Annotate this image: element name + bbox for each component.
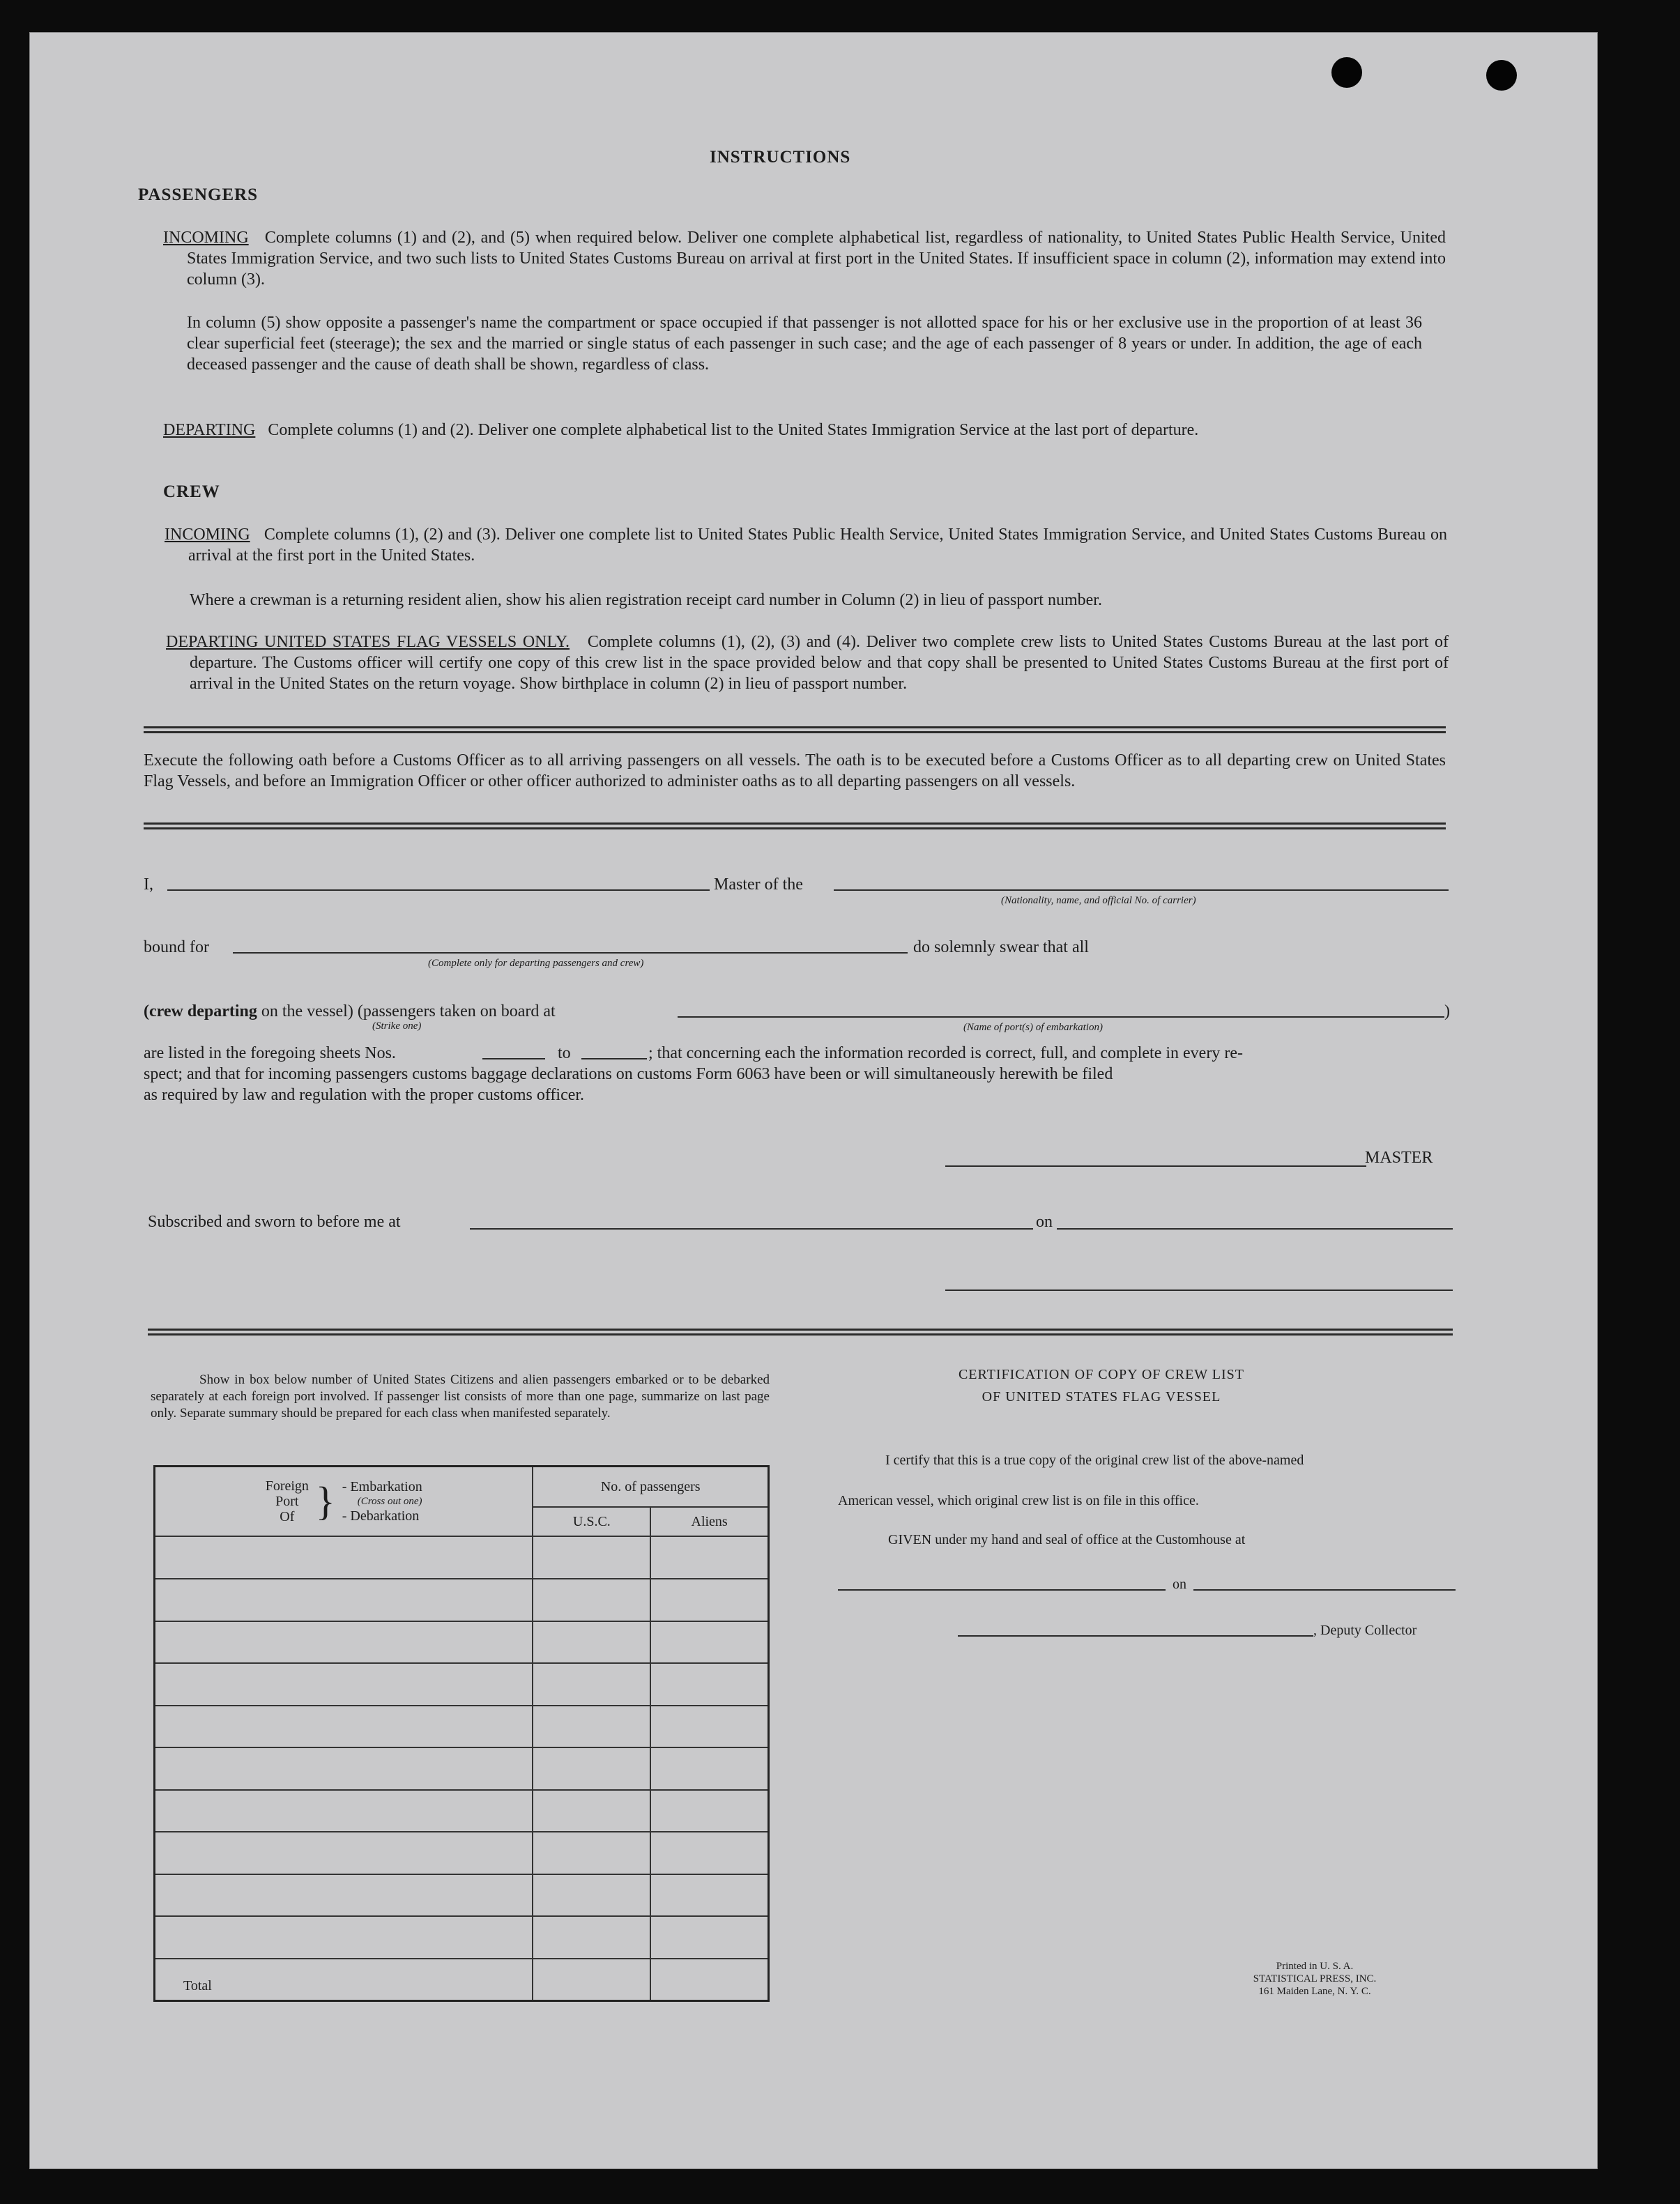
- port-label: Port: [275, 1494, 299, 1510]
- column5-paragraph: In column (5) show opposite a passenger's name the compartment or space occupied if that passenger is not allotted space for his or her exclusive use in the proportion of at least 36 clear superficial feet (steerage); the sex and the married or single status of each passenger in such case; and the age of each passenger of 8 years or under. In addition, the age of each deceased passenger and the cause of death shall be shown, regardless of class.: [187, 314, 1422, 374]
- usc-cell[interactable]: [533, 1621, 650, 1664]
- port-cell[interactable]: [155, 1916, 533, 1959]
- foreign-port-header: [155, 1467, 533, 1537]
- passenger-summary-table: [153, 1465, 770, 2002]
- port-cell[interactable]: [155, 1579, 533, 1621]
- aliens-header: Aliens: [650, 1507, 768, 1536]
- subscribed-on-label: on: [1036, 1213, 1053, 1231]
- crew-departing-strike: (crew departing: [144, 1002, 257, 1020]
- section-divider: [144, 726, 1446, 733]
- usc-cell[interactable]: [533, 1832, 650, 1874]
- port-caption: (Name of port(s) of embarkation): [963, 1022, 1103, 1033]
- customhouse-field[interactable]: [838, 1589, 1166, 1591]
- subscribed-place-field[interactable]: [470, 1228, 1033, 1230]
- aliens-cell[interactable]: [650, 1579, 768, 1621]
- incoming-text: Complete columns (1) and (2), and (5) when required below. Deliver one complete alphabetical list, regardless of nationality, to United States Public Health Service, United States Immigration Service, and two such lists to United States Customs Bureau on arrival at first port in the United States. If insufficient space in column (2), information may extend into column (3).: [187, 229, 1446, 289]
- swear-label: do solemnly swear that all: [913, 938, 1089, 956]
- port-cell[interactable]: [155, 1536, 533, 1579]
- master-signature-field[interactable]: [945, 1165, 1366, 1167]
- listed-to-label: to: [558, 1044, 571, 1062]
- usc-cell[interactable]: [533, 1663, 650, 1706]
- passengers-taken-label: (passengers taken on board at: [357, 1002, 556, 1020]
- embarkation-label: - Embarkation: [342, 1478, 422, 1494]
- printer-line3: 161 Maiden Lane, N. Y. C.: [1258, 1986, 1371, 1997]
- resident-alien-paragraph: Where a crewman is a returning resident alien, show his alien registration receipt card number in Column (2) in lieu of passport number.: [190, 591, 1102, 609]
- no-of-passengers-header: No. of passengers: [533, 1467, 768, 1508]
- total-aliens-cell[interactable]: [650, 1959, 768, 2001]
- usc-cell[interactable]: [533, 1916, 650, 1959]
- master-of-label: Master of the: [714, 875, 803, 894]
- sheet-to-field[interactable]: [581, 1058, 647, 1059]
- usc-header: U.S.C.: [533, 1507, 650, 1536]
- certification-date-field[interactable]: [1193, 1589, 1456, 1591]
- section-divider: [148, 1329, 1453, 1336]
- subscribed-label: Subscribed and sworn to before me at: [148, 1213, 401, 1231]
- port-cell[interactable]: [155, 1663, 533, 1706]
- departing-tag: DEPARTING: [163, 421, 256, 439]
- aliens-cell[interactable]: [650, 1663, 768, 1706]
- page-title: INSTRUCTIONS: [710, 148, 851, 167]
- section-divider: [144, 822, 1446, 829]
- foreign-label: Foreign: [265, 1478, 309, 1494]
- port-cell[interactable]: [155, 1790, 533, 1832]
- certification-title-line2: OF UNITED STATES FLAG VESSEL: [982, 1389, 1221, 1405]
- officer-signature-field[interactable]: [945, 1290, 1453, 1291]
- crew-heading: CREW: [163, 482, 220, 501]
- crew-incoming-paragraph: [165, 524, 1447, 566]
- summary-instructions: Show in box below number of United States Citizens and alien passengers embarked or to be debarked separately at each foreign port involved. If passenger list consists of more than one page, summarize on last page only. Separate summary should be prepared for each class when manifested separately.: [151, 1372, 770, 1421]
- strike-one-caption: (Strike one): [372, 1020, 422, 1032]
- aliens-cell[interactable]: [650, 1874, 768, 1917]
- bound-for-label: bound for: [144, 938, 209, 956]
- embarkation-port-field[interactable]: [678, 1016, 1444, 1018]
- passengers-incoming-paragraph: [163, 227, 1446, 290]
- aliens-cell[interactable]: [650, 1747, 768, 1790]
- certification-on-label: on: [1173, 1577, 1186, 1592]
- carrier-caption: (Nationality, name, and official No. of carrier): [1001, 895, 1196, 906]
- incoming-tag: INCOMING: [163, 229, 249, 247]
- crew-incoming-text: Complete columns (1), (2) and (3). Deliver one complete list to United States Public Health Service, United States Immigration Service, and United States Customs Bureau on arrival at the first port in the United States.: [188, 526, 1448, 565]
- debarkation-label: - Debarkation: [342, 1508, 420, 1524]
- port-cell[interactable]: [155, 1621, 533, 1664]
- passengers-heading: PASSENGERS: [138, 185, 259, 204]
- listed-line-2: spect; and that for incoming passengers customs baggage declarations on customs Form 6063 have been or will simultaneously herewith be filed: [144, 1065, 1113, 1083]
- punch-hole: [1486, 60, 1517, 91]
- listed-continuation: ; that concerning each the information recorded is correct, full, and complete in every re-: [648, 1044, 1243, 1062]
- port-cell[interactable]: [155, 1706, 533, 1748]
- master-name-field[interactable]: [167, 889, 710, 891]
- passengers-departing-paragraph: [163, 420, 1446, 441]
- certification-title-line1: CERTIFICATION OF COPY OF CREW LIST: [958, 1367, 1245, 1382]
- sheet-from-field[interactable]: [482, 1058, 545, 1059]
- certification-title: [864, 1363, 1338, 1408]
- aliens-cell[interactable]: [650, 1706, 768, 1748]
- oath-instructions: Execute the following oath before a Customs Officer as to all arriving passengers on all vessels. The oath is to be executed before a Customs Officer as to all departing crew on United States Flag Vessels, and before an Immigration Officer or other officer authorized to administer oaths as to all departing passengers on all vessels.: [144, 751, 1446, 790]
- printer-line1: Printed in U. S. A.: [1276, 1961, 1354, 1972]
- usc-cell[interactable]: [533, 1706, 650, 1748]
- crew-passengers-line: [144, 1002, 556, 1021]
- crew-incoming-tag: INCOMING: [165, 526, 250, 544]
- crew-departing-text: Complete columns (1), (2), (3) and (4). Deliver two complete crew lists to United States Customs Bureau at the last port of departure. The Customs officer will certify one copy of this crew list in the space provided below and that copy shall be presented to United States Customs Bureau at the first port of arrival in the United States on the return voyage. Show birthplace in column (2) in lieu of passport number.: [190, 633, 1449, 693]
- usc-cell[interactable]: [533, 1874, 650, 1917]
- port-cell[interactable]: [155, 1747, 533, 1790]
- listed-label: are listed in the foregoing sheets Nos.: [144, 1044, 396, 1062]
- aliens-cell[interactable]: [650, 1536, 768, 1579]
- subscribed-date-field[interactable]: [1057, 1228, 1453, 1230]
- usc-cell[interactable]: [533, 1536, 650, 1579]
- bound-for-caption: (Complete only for departing passengers and crew): [428, 958, 644, 969]
- on-vessel-label: on the vessel): [261, 1002, 353, 1020]
- crew-departing-paragraph: [166, 632, 1449, 694]
- departing-text: Complete columns (1) and (2). Deliver one complete alphabetical list to the United States Immigration Service at the last port of departure.: [268, 421, 1199, 439]
- total-label: Total: [155, 1959, 533, 2001]
- deputy-signature-field[interactable]: [958, 1635, 1313, 1637]
- usc-cell[interactable]: [533, 1790, 650, 1832]
- brace-glyph: }: [315, 1478, 335, 1524]
- port-cell[interactable]: [155, 1832, 533, 1874]
- close-paren: ): [1444, 1002, 1450, 1020]
- certify-line-1: I certify that this is a true copy of the original crew list of the above-named: [885, 1453, 1304, 1468]
- printer-imprint: [1231, 1960, 1398, 1998]
- master-label: MASTER: [1365, 1149, 1433, 1167]
- aliens-cell[interactable]: [650, 1832, 768, 1874]
- deputy-collector-label: , Deputy Collector: [1313, 1623, 1417, 1638]
- crew-departing-tag: DEPARTING UNITED STATES FLAG VESSELS ONLY.: [166, 633, 570, 651]
- bound-for-field[interactable]: [233, 952, 908, 954]
- of-label: Of: [280, 1509, 295, 1525]
- aliens-cell[interactable]: [650, 1916, 768, 1959]
- usc-cell[interactable]: [533, 1579, 650, 1621]
- carrier-field[interactable]: [834, 889, 1449, 891]
- oath-i-label: I,: [144, 875, 153, 894]
- listed-line-3: as required by law and regulation with the proper customs officer.: [144, 1086, 585, 1104]
- given-line: GIVEN under my hand and seal of office at the Customhouse at: [888, 1532, 1246, 1547]
- punch-hole: [1331, 57, 1362, 88]
- aliens-cell[interactable]: [650, 1790, 768, 1832]
- total-usc-cell[interactable]: [533, 1959, 650, 2001]
- aliens-cell[interactable]: [650, 1621, 768, 1664]
- cross-out-caption: (Cross out one): [357, 1495, 422, 1507]
- printer-line2: STATISTICAL PRESS, INC.: [1253, 1973, 1377, 1984]
- usc-cell[interactable]: [533, 1747, 650, 1790]
- certify-line-2: American vessel, which original crew list is on file in this office.: [838, 1493, 1199, 1508]
- port-cell[interactable]: [155, 1874, 533, 1917]
